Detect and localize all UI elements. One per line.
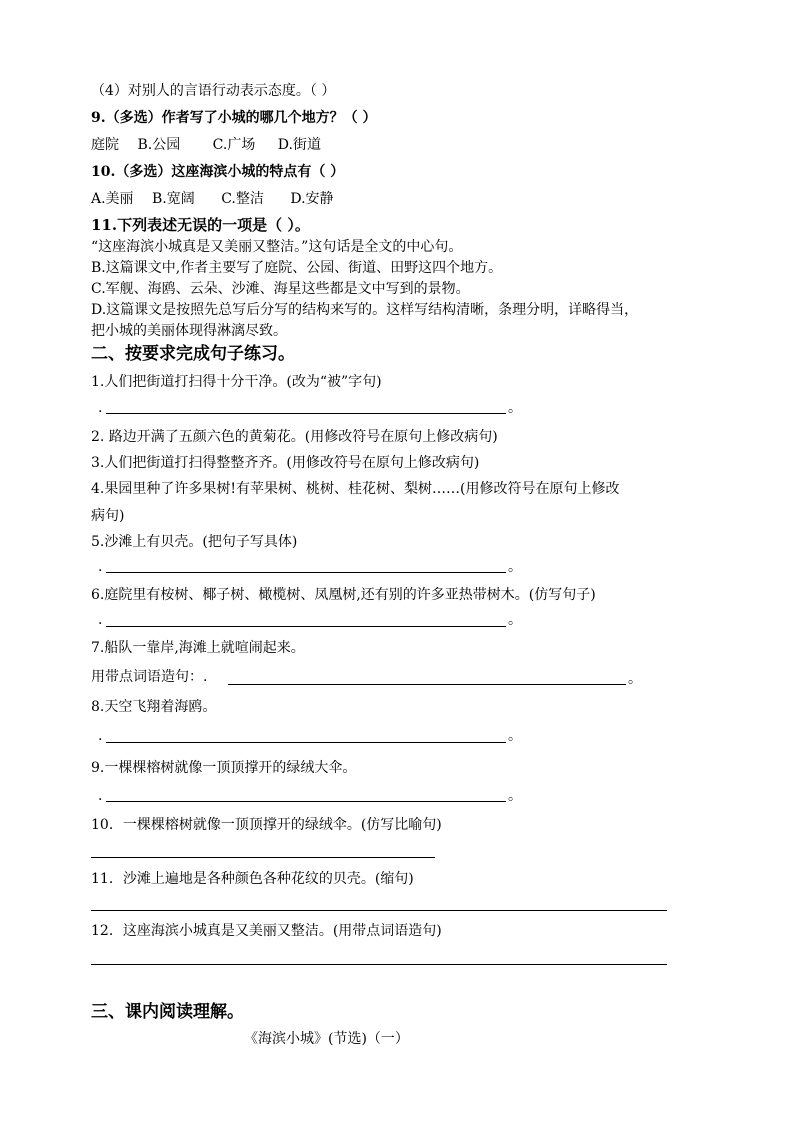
- answer-period: 。: [508, 400, 522, 416]
- answer-line-6[interactable]: [106, 626, 506, 627]
- passage-title: 《海滨小城》(节选)（一）: [244, 1031, 409, 1047]
- section-2-heading: 二、按要求完成句子练习。: [91, 344, 295, 364]
- question-11-title: 11.下列表述无误的一项是（ ）。: [91, 216, 310, 234]
- answer-line-8[interactable]: [106, 742, 506, 743]
- question-11-option-a: “这座海滨小城真是又美丽又整洁。”这句话是全文的中心句。: [91, 239, 463, 255]
- question-8-4: （4）对别人的言语行动表示态度。（ ）: [91, 83, 336, 99]
- sentence-11: 11．沙滩上遍地是各种颜色各种花纹的贝壳。(缩句): [91, 871, 414, 887]
- option: C.广场: [212, 137, 256, 153]
- sentence-3: 3.人们把街道打扫得整整齐齐。(用修改符号在原句上修改病句): [91, 455, 480, 471]
- answer-line-1[interactable]: [106, 413, 506, 414]
- answer-line-7[interactable]: [228, 684, 626, 685]
- sentence-12: 12．这座海滨小城真是又美丽又整洁。(用带点词语造句): [91, 923, 442, 939]
- question-11-option-b: B.这篇课文中,作者主要写了庭院、公园、街道、田野这四个地方。: [91, 260, 503, 276]
- question-10-title: 10.（多选）这座海滨小城的特点有（ ）: [91, 164, 345, 180]
- answer-lead-dot: .: [98, 788, 103, 804]
- answer-period: 。: [508, 788, 522, 804]
- sentence-2: 2. 路边开满了五颜六色的黄菊花。(用修改符号在原句上修改病句): [91, 429, 498, 445]
- option: 庭院: [91, 137, 119, 153]
- option: B.宽阔: [152, 191, 195, 207]
- sentence-7: 7.船队一靠岸,海滩上就喧闹起来。: [91, 640, 305, 656]
- sentence-8: 8.天空飞翔着海鸥。: [91, 699, 217, 715]
- question-11-option-c: C.军舰、海鸥、云朵、沙滩、海星这些都是文中写到的景物。: [91, 281, 470, 297]
- option: D.街道: [277, 137, 321, 153]
- answer-lead-dot: .: [98, 728, 103, 744]
- answer-period: 。: [628, 671, 642, 687]
- question-10-options: [91, 190, 334, 208]
- answer-lead-dot: .: [98, 559, 103, 575]
- answer-line-10[interactable]: [91, 857, 435, 858]
- sentence-4: 4.果园里种了许多果树!有苹果树、桃树、桂花树、梨树……(用修改符号在原句上修改: [91, 481, 620, 497]
- answer-line-5[interactable]: [106, 572, 506, 573]
- question-9-title: 9.（多选）作者写了小城的哪几个地方？（ ）: [91, 110, 377, 126]
- answer-period: 。: [508, 612, 522, 628]
- answer-line-11[interactable]: [91, 910, 667, 911]
- answer-lead-dot: .: [98, 612, 103, 628]
- question-9-options: [91, 136, 321, 154]
- sentence-10: 10．一棵棵榕树就像一顶顶撑开的绿绒伞。(仿写比喻句): [91, 817, 442, 833]
- sentence-1: 1.人们把街道打扫得十分干净。(改为“被”字句): [91, 374, 382, 390]
- sentence-9: 9.一棵棵榕树就像一顶顶撑开的绿绒大伞。: [91, 760, 357, 776]
- answer-period: 。: [508, 728, 522, 744]
- question-11-option-d: D.这篇课文是按照先总写后分写的结构来写的。这样写结构清晰，条理分明，详略得当，: [91, 302, 639, 318]
- answer-line-12[interactable]: [91, 964, 667, 965]
- answer-line-9[interactable]: [106, 801, 506, 802]
- sentence-5: 5.沙滩上有贝壳。(把句子写具体): [91, 534, 298, 550]
- answer-lead-dot: .: [98, 400, 103, 416]
- sentence-7-prompt: 用带点词语造句：.: [91, 669, 208, 685]
- question-11-option-d-cont: 把小城的美丽体现得淋漓尽致。: [91, 323, 287, 339]
- option: C.整洁: [221, 191, 264, 207]
- sentence-4-cont: 病句): [91, 508, 125, 524]
- option: B.公园: [137, 137, 181, 153]
- sentence-6: 6.庭院里有桉树、椰子树、橄榄树、凤凰树,还有别的许多亚热带树木。(仿写句子): [91, 587, 596, 603]
- option: D.安静: [290, 191, 334, 207]
- section-3-heading: 三、课内阅读理解。: [91, 1002, 244, 1022]
- answer-period: 。: [508, 559, 522, 575]
- option: A.美丽: [91, 191, 134, 207]
